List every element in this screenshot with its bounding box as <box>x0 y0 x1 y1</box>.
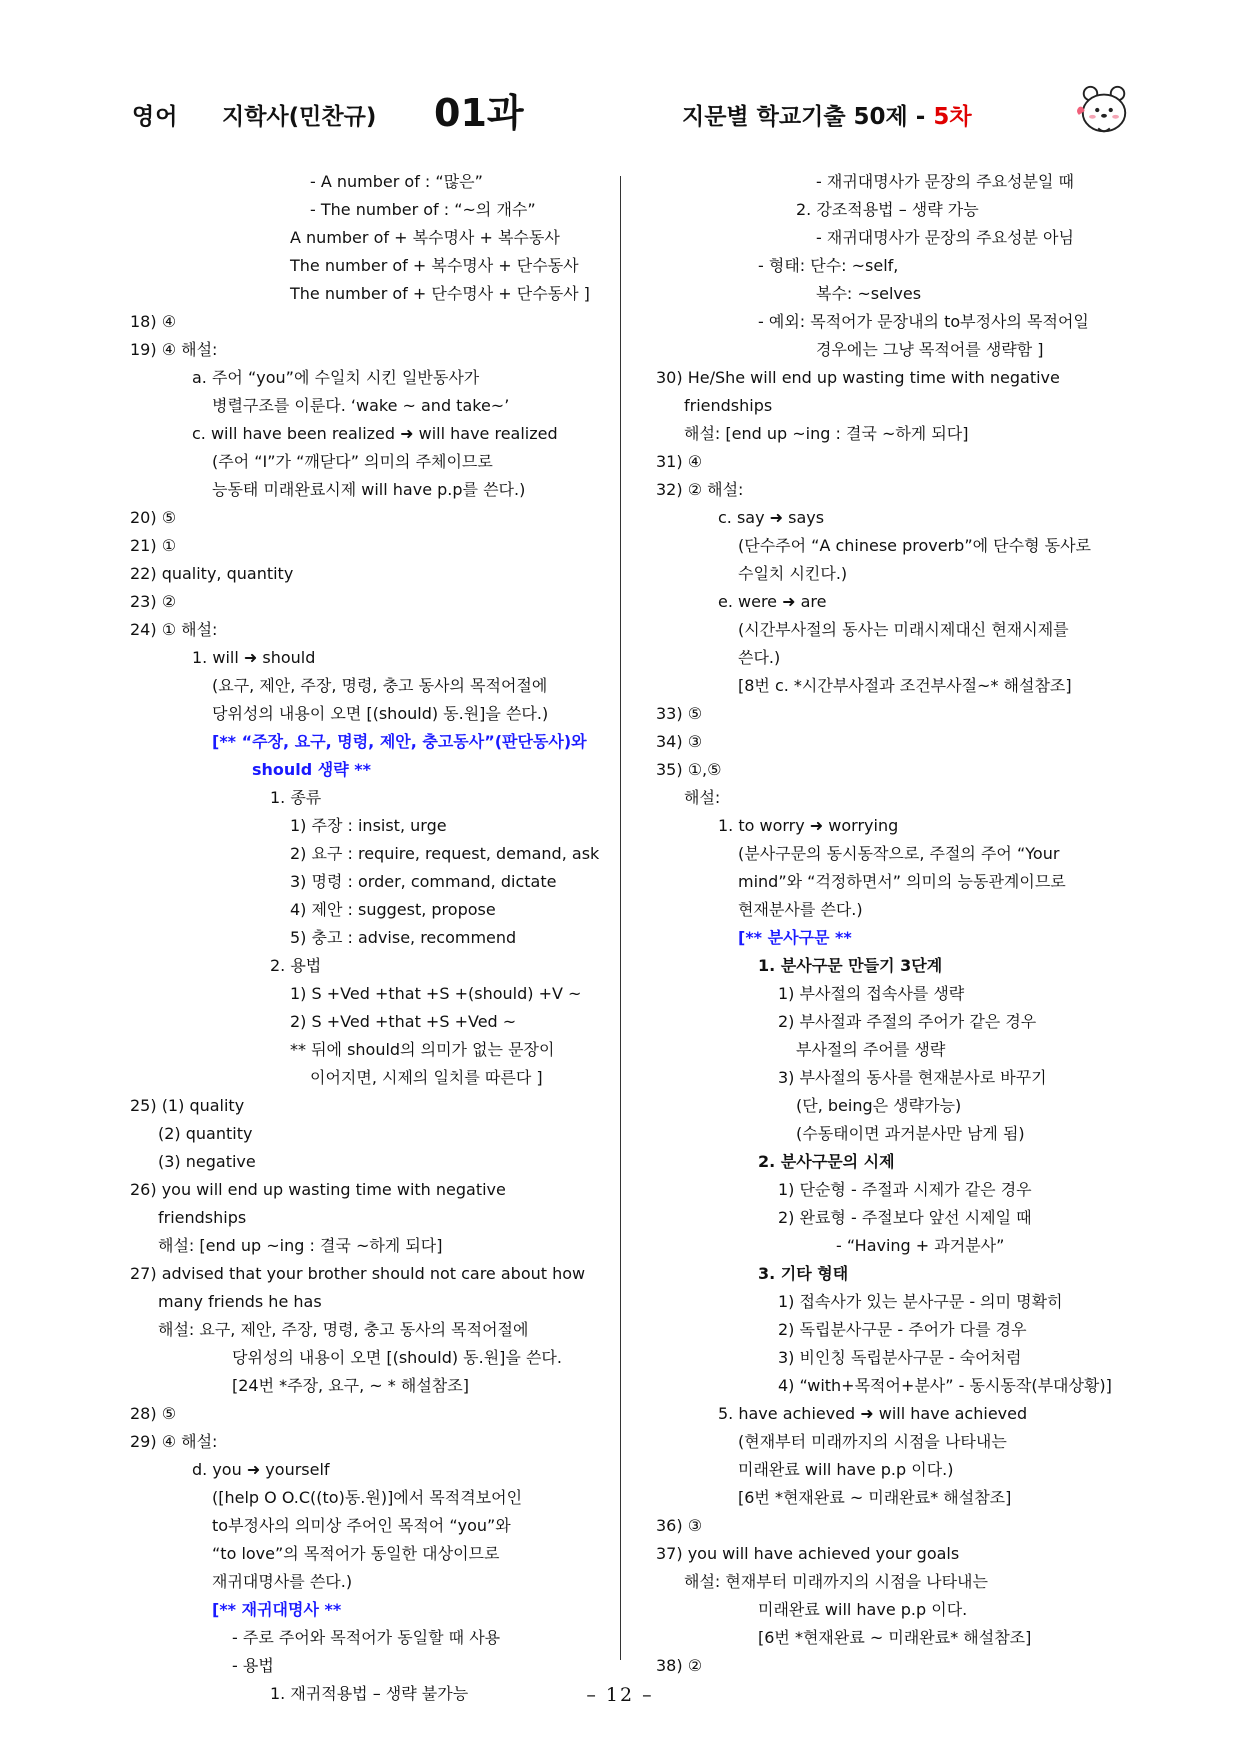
set-title-text: 지문별 학교기출 50제 - <box>682 104 934 130</box>
textbook-author: 지학사(민찬규) <box>222 104 377 130</box>
answer-line: should 생략 ** <box>252 760 372 779</box>
answer-line: 1. 분사구문 만들기 3단계 <box>758 956 943 975</box>
answer-line: a. 주어 “you”에 수일치 시킨 일반동사가 <box>192 368 480 387</box>
right-column <box>656 168 1126 1680</box>
answer-line: [6번 *현재완료 ~ 미래완료* 해설참조] <box>758 1628 1032 1647</box>
answer-line: 미래완료 will have p.p 이다. <box>758 1600 968 1619</box>
answer-line: ** 뒤에 should의 의미가 없는 문장이 <box>290 1040 555 1059</box>
answer-line: The number of + 단수명사 + 단수동사 ] <box>290 284 590 303</box>
answer-line: 38) ② <box>656 1656 703 1675</box>
answer-line: 2. 분사구문의 시제 <box>758 1152 895 1171</box>
answer-line: friendships <box>684 396 773 415</box>
answer-line: 해설: [end up ~ing : 결국 ~하게 되다] <box>158 1236 443 1255</box>
answer-line: 1. 재귀적용법 – 생략 불가능 <box>270 1684 469 1703</box>
answer-line: 병렬구조를 이룬다. ‘wake ~ and take~’ <box>212 396 510 415</box>
answer-line: 5. have achieved ➜ will have achieved <box>718 1404 1028 1423</box>
answer-line: - The number of : “~의 개수” <box>310 200 536 219</box>
answer-line: [** 재귀대명사 ** <box>212 1600 342 1619</box>
answer-line: mind”와 “걱정하면서” 의미의 능동관계이므로 <box>738 872 1066 891</box>
answer-line: 34) ③ <box>656 732 703 751</box>
answer-line: 해설: [end up ~ing : 결국 ~하게 되다] <box>684 424 969 443</box>
answer-line: [** 분사구문 ** <box>738 928 852 947</box>
answer-line: 3) 명령 : order, command, dictate <box>290 872 557 891</box>
answer-line: (3) negative <box>158 1152 256 1171</box>
answer-line: 27) advised that your brother should not care about how <box>130 1264 586 1283</box>
answer-line: 36) ③ <box>656 1516 703 1535</box>
answer-line: - 용법 <box>232 1656 274 1675</box>
answer-line: 37) you will have achieved your goals <box>656 1544 960 1563</box>
answer-line: (분사구문의 동시동작으로, 주절의 주어 “Your <box>738 844 1060 863</box>
answer-line: 현재분사를 쓴다.) <box>738 900 863 919</box>
answer-line: 복수: ~selves <box>816 284 922 303</box>
answer-line: 3) 비인칭 독립분사구문 - 숙어처럼 <box>778 1348 1022 1367</box>
answer-line: (단, being은 생략가능) <box>796 1096 962 1115</box>
answer-line: 해설: 요구, 제안, 주장, 명령, 충고 동사의 목적어절에 <box>158 1320 529 1339</box>
page-header <box>0 0 1240 170</box>
answer-line: - 재귀대명사가 문장의 주요성분 아님 <box>816 228 1074 247</box>
answer-line: 33) ⑤ <box>656 704 703 723</box>
answer-line: 수일치 시킨다.) <box>738 564 848 583</box>
answer-line: 2. 용법 <box>270 956 322 975</box>
answer-line: 1) 부사절의 접속사를 생략 <box>778 984 965 1003</box>
answer-line: 28) ⑤ <box>130 1404 177 1423</box>
answer-line: 쓴다.) <box>738 648 781 667</box>
answer-line: 경우에는 그냥 목적어를 생략함 ] <box>816 340 1044 359</box>
answer-line: 3. 기타 형태 <box>758 1264 849 1283</box>
answer-line: - 재귀대명사가 문장의 주요성분일 때 <box>816 172 1074 191</box>
answer-line: 1) 접속사가 있는 분사구문 - 의미 명확히 <box>778 1292 1063 1311</box>
column-divider <box>620 176 621 1660</box>
answer-line: ([help O O.C((to)동.원)]에서 목적격보어인 <box>212 1488 523 1507</box>
answer-line: 1) 단순형 - 주절과 시제가 같은 경우 <box>778 1180 1032 1199</box>
answer-line: 당위성의 내용이 오면 [(should) 동.원]을 쓴다.) <box>212 704 549 723</box>
answer-line: 31) ④ <box>656 452 703 471</box>
answer-line: 3) 부사절의 동사를 현재분사로 바꾸기 <box>778 1068 1047 1087</box>
answer-line: 능동태 미래완료시제 will have p.p를 쓴다.) <box>212 480 526 499</box>
answer-line: 당위성의 내용이 오면 [(should) 동.원]을 쓴다. <box>232 1348 562 1367</box>
bear-mascot-icon <box>1075 82 1133 138</box>
answer-line: 4) “with+목적어+분사” - 동시동작(부대상황)] <box>778 1376 1112 1395</box>
answer-line: 23) ② <box>130 592 177 611</box>
answer-line: 2) S +Ved +that +S +Ved ~ <box>290 1012 517 1031</box>
answer-line: 19) ④ 해설: <box>130 340 218 359</box>
answer-line: (현재부터 미래까지의 시점을 나타내는 <box>738 1432 1007 1451</box>
answer-line: (2) quantity <box>158 1124 253 1143</box>
answer-line: (요구, 제안, 주장, 명령, 충고 동사의 목적어절에 <box>212 676 548 695</box>
answer-line: 1. will ➜ should <box>192 648 316 667</box>
answer-line: friendships <box>158 1208 247 1227</box>
answer-line: (주어 “I”가 “깨닫다” 의미의 주체이므로 <box>212 452 493 471</box>
lesson-number: 01과 <box>434 91 524 135</box>
answer-line: 2) 독립분사구문 - 주어가 다를 경우 <box>778 1320 1027 1339</box>
answer-line: 26) you will end up wasting time with negative <box>130 1180 506 1199</box>
answer-line: 21) ① <box>130 536 177 555</box>
set-title <box>682 98 972 131</box>
answer-line: “to love”의 목적어가 동일한 대상이므로 <box>212 1544 500 1563</box>
answer-line: [8번 c. *시간부사절과 조건부사절~* 해설참조] <box>738 676 1072 695</box>
answer-line: 22) quality, quantity <box>130 564 294 583</box>
answer-line: 18) ④ <box>130 312 177 331</box>
answer-line: 2. 강조적용법 – 생략 가능 <box>796 200 979 219</box>
answer-line: 부사절의 주어를 생략 <box>796 1040 946 1059</box>
answer-line: e. were ➜ are <box>718 592 827 611</box>
answer-line: 35) ①,⑤ <box>656 760 722 779</box>
answer-line: - 주로 주어와 목적어가 동일할 때 사용 <box>232 1628 501 1647</box>
answer-line: c. say ➜ says <box>718 508 825 527</box>
set-round: 5차 <box>933 104 972 130</box>
answer-line: d. you ➜ yourself <box>192 1460 330 1479</box>
answer-line: 32) ② 해설: <box>656 480 744 499</box>
answer-line: many friends he has <box>158 1292 322 1311</box>
answer-line: 30) He/She will end up wasting time with negative <box>656 368 1060 387</box>
answer-line: 미래완료 will have p.p 이다.) <box>738 1460 954 1479</box>
answer-line: 24) ① 해설: <box>130 620 218 639</box>
answer-line: 2) 부사절과 주절의 주어가 같은 경우 <box>778 1012 1037 1031</box>
answer-line: [24번 *주장, 요구, ~ * 해설참조] <box>232 1376 469 1395</box>
answer-line: (단수주어 “A chinese proverb”에 단수형 동사로 <box>738 536 1091 555</box>
answer-line: (시간부사절의 동사는 미래시제대신 현재시제를 <box>738 620 1069 639</box>
answer-line: (수동태이면 과거분사만 남게 됨) <box>796 1124 1025 1143</box>
left-column <box>130 168 606 1708</box>
answer-line: 5) 충고 : advise, recommend <box>290 928 517 947</box>
answer-line: - 형태: 단수: ~self, <box>758 256 899 275</box>
answer-line: 1) 주장 : insist, urge <box>290 816 447 835</box>
answer-line: 1. 종류 <box>270 788 322 807</box>
answer-line: The number of + 복수명사 + 단수동사 <box>290 256 579 275</box>
answer-line: c. will have been realized ➜ will have realized <box>192 424 558 443</box>
answer-line: 2) 요구 : require, request, demand, ask <box>290 844 600 863</box>
answer-line: 25) (1) quality <box>130 1096 245 1115</box>
answer-line: - “Having + 과거분사” <box>836 1236 1005 1255</box>
answer-line: 해설: 현재부터 미래까지의 시점을 나타내는 <box>684 1572 988 1591</box>
answer-line: 4) 제안 : suggest, propose <box>290 900 496 919</box>
answer-line: to부정사의 의미상 주어인 목적어 “you”와 <box>212 1516 511 1535</box>
answer-line: - A number of : “많은” <box>310 172 483 191</box>
answer-line: 2) 완료형 - 주절보다 앞선 시제일 때 <box>778 1208 1032 1227</box>
answer-line: 1. to worry ➜ worrying <box>718 816 899 835</box>
answer-line: [** “주장, 요구, 명령, 제안, 충고동사”(판단동사)와 <box>212 732 587 751</box>
answer-line: 1) S +Ved +that +S +(should) +V ~ <box>290 984 582 1003</box>
subject-label: 영어 <box>132 104 179 130</box>
answer-line: - 예외: 목적어가 문장내의 to부정사의 목적어일 <box>758 312 1089 331</box>
answer-line: 해설: <box>684 788 721 807</box>
answer-line: 29) ④ 해설: <box>130 1432 218 1451</box>
answer-line: 재귀대명사를 쓴다.) <box>212 1572 353 1591</box>
answer-line: 이어지면, 시제의 일치를 따른다 ] <box>310 1068 543 1087</box>
page-number: – 12 – <box>586 1684 654 1706</box>
answer-line: 20) ⑤ <box>130 508 177 527</box>
answer-line: A number of + 복수명사 + 복수동사 <box>290 228 560 247</box>
answer-line: [6번 *현재완료 ~ 미래완료* 해설참조] <box>738 1488 1012 1507</box>
